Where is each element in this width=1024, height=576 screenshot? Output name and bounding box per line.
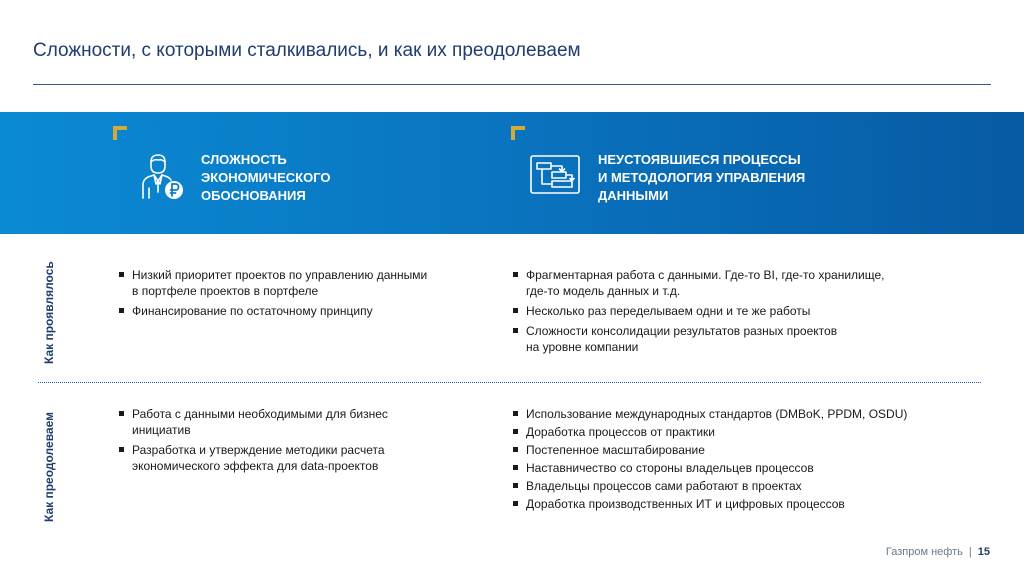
row-label-manifested: Как проявлялось bbox=[42, 261, 56, 364]
process-flowchart-icon bbox=[530, 155, 580, 195]
list-item: Разработка и утверждение методики расчета экономического эффекта для data-проектов bbox=[118, 442, 478, 474]
footer-separator: | bbox=[968, 546, 972, 558]
column-2-manifested-list bbox=[512, 267, 932, 359]
corner-accent-right bbox=[511, 126, 525, 140]
corner-accent-left bbox=[113, 126, 127, 140]
slide-title: Сложности, с которыми сталкивались, и как их преодолеваем bbox=[33, 40, 581, 61]
column-1-manifested-list bbox=[118, 267, 478, 323]
section-divider bbox=[38, 382, 981, 383]
column-1-overcome-list bbox=[118, 406, 478, 478]
row-label-overcome: Как преодолеваем bbox=[42, 412, 56, 522]
list-item: Доработка производственных ИТ и цифровых процессов bbox=[512, 496, 952, 512]
list-item: Фрагментарная работа с данными. Где-то BI, где-то хранилище, где-то модель данных и т.д. bbox=[512, 267, 932, 299]
list-item: Низкий приоритет проектов по управлению данными в портфеле проектов в портфеле bbox=[118, 267, 478, 299]
list-item: Финансирование по остаточному принципу bbox=[118, 303, 478, 319]
list-item: Наставничество со стороны владельцев процессов bbox=[512, 460, 952, 476]
list-item: Сложности консолидации результатов разных проектов на уровне компании bbox=[512, 323, 932, 355]
list-item: Несколько раз переделываем одни и те же работы bbox=[512, 303, 932, 319]
footer bbox=[886, 546, 990, 558]
header-banner bbox=[0, 112, 1024, 234]
title-divider bbox=[33, 84, 991, 85]
page-number: 15 bbox=[977, 546, 990, 558]
column-2-overcome-list bbox=[512, 406, 952, 514]
footer-company: Газпром нефть bbox=[885, 546, 963, 558]
list-item: Постепенное масштабирование bbox=[512, 442, 952, 458]
list-item: Доработка процессов от практики bbox=[512, 424, 952, 440]
list-item: Работа с данными необходимыми для бизнес инициатив bbox=[118, 406, 478, 438]
list-item: Использование международных стандартов (DMBoK, PPDM, OSDU) bbox=[512, 406, 952, 422]
column-1-heading: СЛОЖНОСТЬ ЭКОНОМИЧЕСКОГО ОБОСНОВАНИЯ bbox=[201, 152, 331, 203]
businessman-ruble-icon bbox=[140, 152, 184, 200]
list-item: Владельцы процессов сами работают в проектах bbox=[512, 478, 952, 494]
column-2-heading: НЕУСТОЯВШИЕСЯ ПРОЦЕССЫ И МЕТОДОЛОГИЯ УПРАВЛЕНИЯ ДАННЫМИ bbox=[598, 152, 806, 203]
